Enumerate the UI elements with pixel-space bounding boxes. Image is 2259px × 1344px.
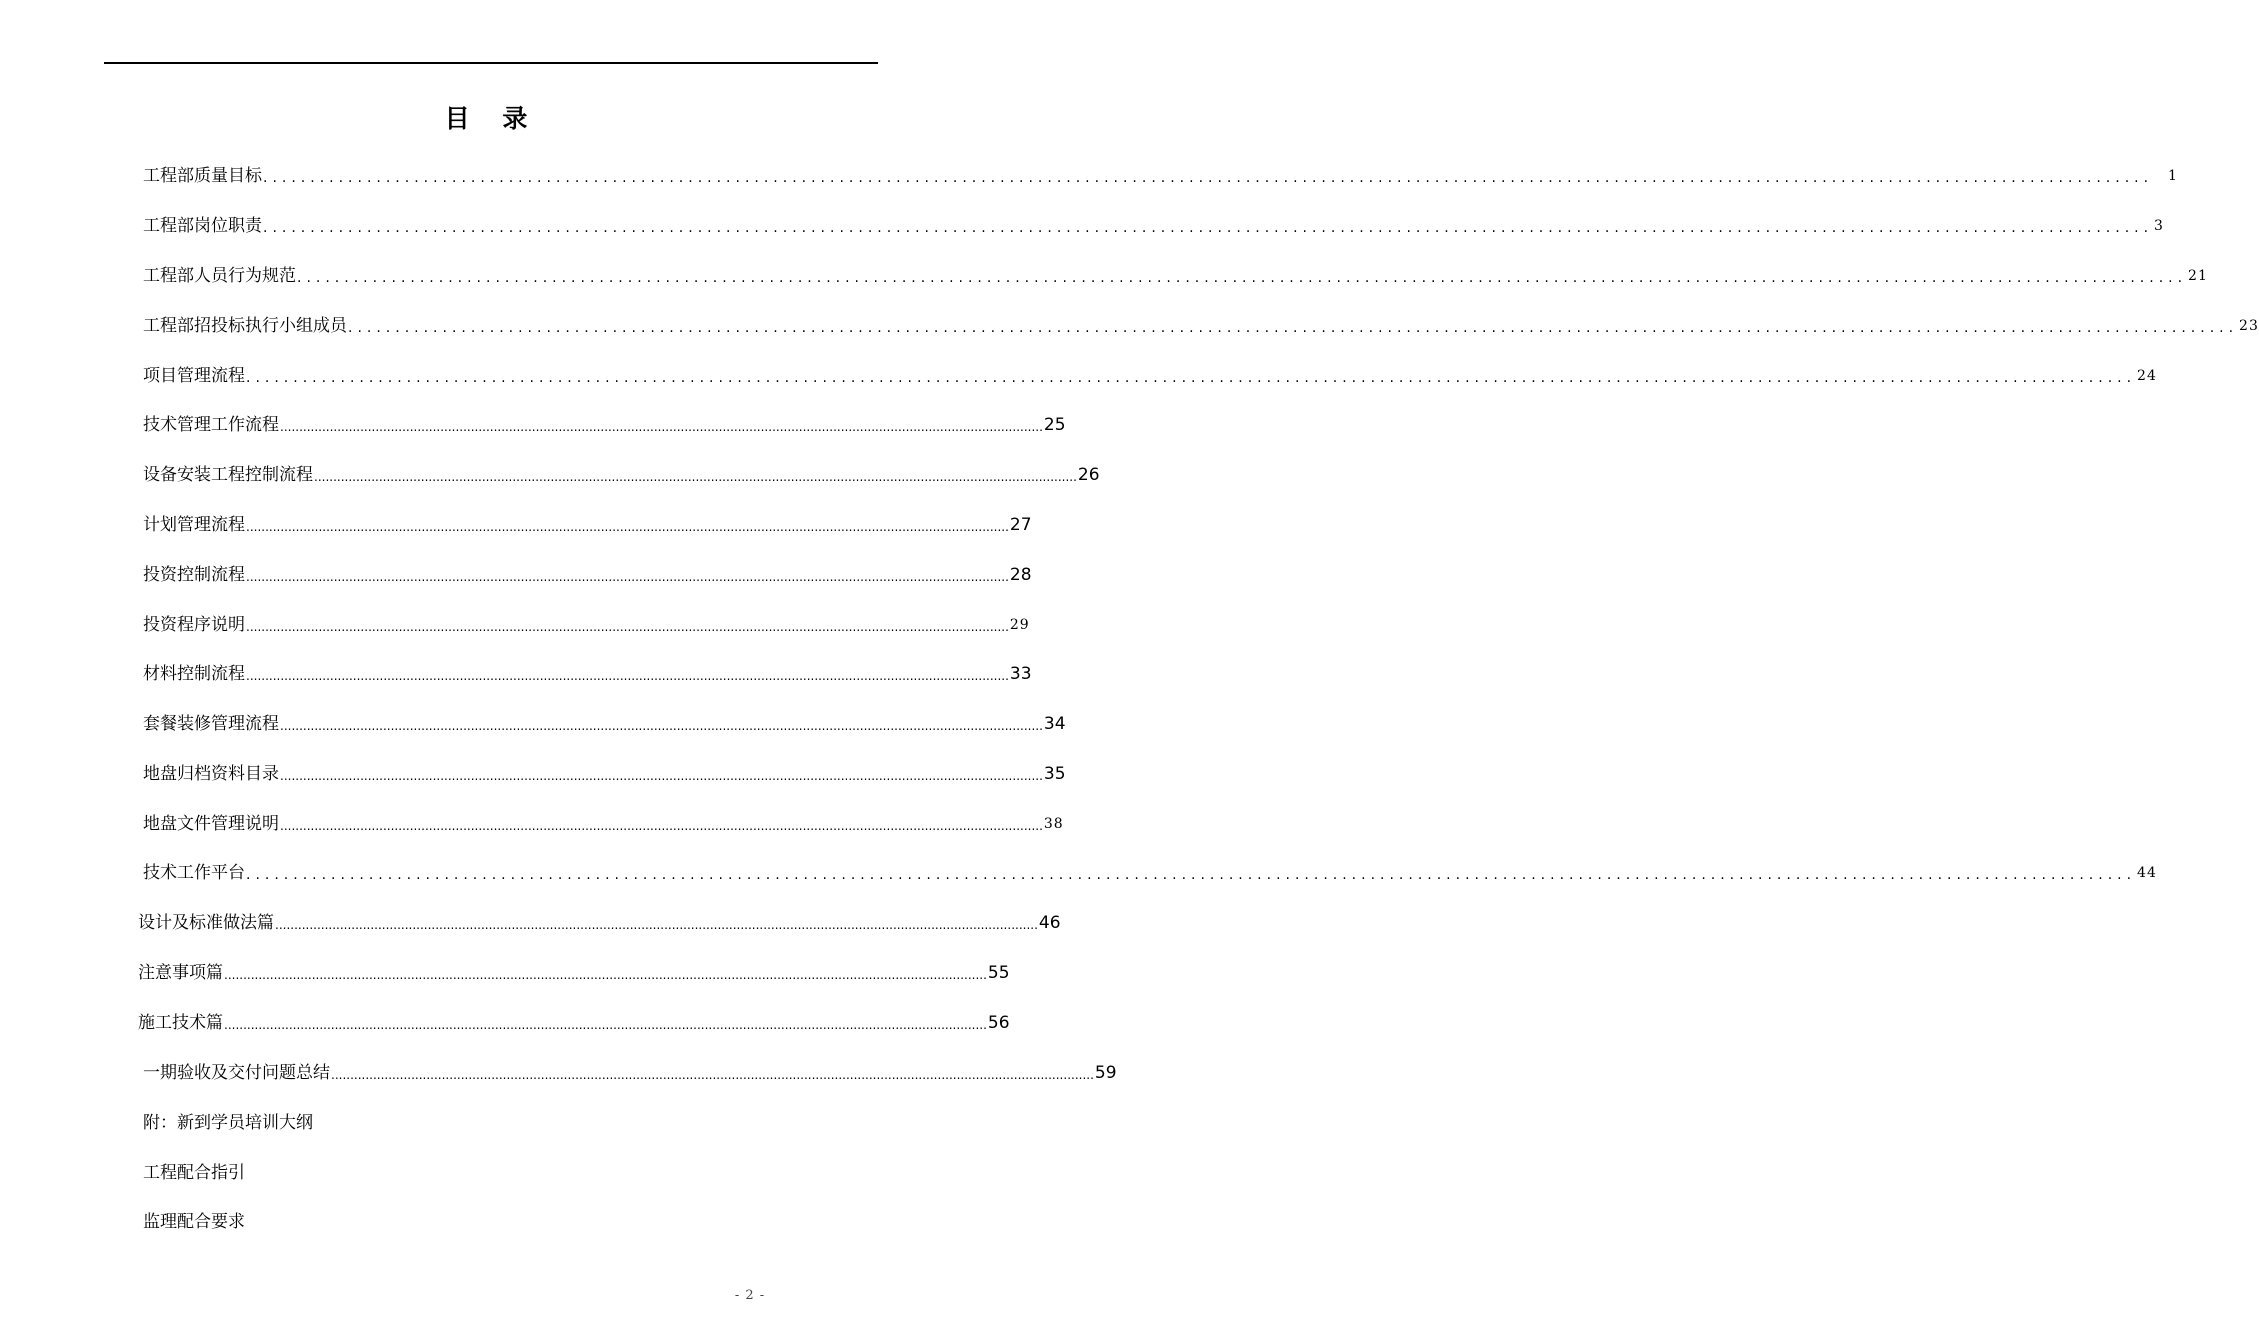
toc-entry-page: 38 bbox=[1043, 816, 1064, 832]
toc-entry[interactable] bbox=[143, 557, 1032, 587]
toc-entry-label: 注意事项篇 bbox=[138, 963, 223, 983]
toc-entry-label: 工程配合指引 bbox=[143, 1163, 245, 1183]
toc-entry[interactable] bbox=[143, 308, 2259, 338]
dot-leader: ........................................................................................................................................................................................................ bbox=[280, 420, 1043, 434]
dot-leader: ........................................................................................................................................................................................................ bbox=[246, 867, 2137, 883]
toc-title: 目 录 bbox=[444, 104, 540, 133]
toc-entry-label: 项目管理流程 bbox=[143, 366, 245, 386]
toc-entry-label: 投资程序说明 bbox=[143, 615, 245, 635]
toc-entry[interactable] bbox=[143, 706, 1066, 736]
toc-entry-page: 27 bbox=[1009, 515, 1032, 535]
toc-entry[interactable] bbox=[143, 457, 1100, 487]
toc-entry-label: 工程部质量目标 bbox=[143, 166, 262, 186]
toc-entry[interactable] bbox=[143, 258, 2208, 288]
toc-entry-label: 技术工作平台 bbox=[143, 863, 245, 883]
toc-entry[interactable] bbox=[138, 1005, 1010, 1035]
toc-entry-label: 设备安装工程控制流程 bbox=[143, 465, 313, 485]
dot-leader: ........................................................................................................................................................................................................ bbox=[280, 819, 1043, 833]
toc-entry-page: 24 bbox=[2137, 368, 2157, 384]
toc-entry-page: 26 bbox=[1077, 465, 1100, 485]
dot-leader: ........................................................................................................................................................................................................ bbox=[246, 520, 1009, 534]
toc-entry-page: 21 bbox=[2188, 268, 2208, 284]
toc-entry[interactable] bbox=[143, 208, 2164, 238]
toc-entry-label: 地盘归档资料目录 bbox=[143, 764, 279, 784]
toc-entry-page: 55 bbox=[987, 963, 1010, 983]
dot-leader: ........................................................................................................................................................................................................ bbox=[263, 220, 2154, 236]
toc-entry[interactable] bbox=[143, 806, 1064, 836]
toc-entry[interactable] bbox=[143, 656, 1032, 686]
dot-leader: ........................................................................................................................................................................................................ bbox=[246, 570, 1009, 584]
toc-entry-label: 投资控制流程 bbox=[143, 565, 245, 585]
toc-entry[interactable] bbox=[143, 507, 1032, 537]
toc-entry[interactable] bbox=[143, 607, 1030, 637]
toc-entry-label: 工程部招投标执行小组成员 bbox=[143, 316, 347, 336]
dot-leader: ........................................................................................................................................................................................................ bbox=[263, 170, 2154, 186]
toc-entry[interactable] bbox=[143, 1155, 245, 1185]
dot-leader: ........................................................................................................................................................................................................ bbox=[280, 719, 1043, 733]
toc-entry-page: 28 bbox=[1009, 565, 1032, 585]
toc-entry-page: 35 bbox=[1043, 764, 1066, 784]
toc-entry-label: 监理配合要求 bbox=[143, 1212, 245, 1232]
toc-entry[interactable] bbox=[143, 855, 2157, 885]
toc-entry[interactable] bbox=[143, 1105, 313, 1135]
page-number-footer: - 2 - bbox=[734, 1288, 766, 1303]
dot-leader: ........................................................................................................................................................................................................ bbox=[246, 370, 2137, 386]
toc-entry[interactable] bbox=[143, 1204, 245, 1234]
dot-leader: ........................................................................................................................................................................................................ bbox=[246, 620, 1009, 634]
toc-entry[interactable] bbox=[138, 955, 1010, 985]
toc-entry[interactable] bbox=[143, 407, 1066, 437]
toc-entry-label: 附：新到学员培训大纲 bbox=[143, 1113, 313, 1133]
dot-leader: ........................................................................................................................................................................................................ bbox=[297, 270, 2188, 286]
toc-entry-page: 44 bbox=[2137, 865, 2157, 881]
toc-entry[interactable] bbox=[143, 756, 1066, 786]
toc-entry[interactable] bbox=[138, 905, 1061, 935]
toc-entry-label: 材料控制流程 bbox=[143, 664, 245, 684]
toc-entry-page: 34 bbox=[1043, 714, 1066, 734]
toc-entry-page: 56 bbox=[987, 1013, 1010, 1033]
toc-entry-page: 29 bbox=[1009, 617, 1030, 633]
toc-entry-label: 工程部人员行为规范 bbox=[143, 266, 296, 286]
dot-leader: ........................................................................................................................................................................................................ bbox=[314, 470, 1077, 484]
toc-entry-page: 25 bbox=[1043, 415, 1066, 435]
toc-entry-label: 技术管理工作流程 bbox=[143, 415, 279, 435]
toc-entry-label: 一期验收及交付问题总结 bbox=[143, 1063, 330, 1083]
toc-entry[interactable] bbox=[143, 358, 2157, 388]
dot-leader: ........................................................................................................................................................................................................ bbox=[331, 1068, 1094, 1082]
toc-entry-label: 套餐装修管理流程 bbox=[143, 714, 279, 734]
dot-leader: ........................................................................................................................................................................................................ bbox=[280, 769, 1043, 783]
toc-entry-page: 59 bbox=[1094, 1063, 1117, 1083]
toc-entry-page: 1 bbox=[2168, 168, 2178, 184]
header-rule bbox=[104, 62, 878, 64]
toc-entry-page: 23 bbox=[2239, 318, 2259, 334]
toc-entry-label: 计划管理流程 bbox=[143, 515, 245, 535]
dot-leader: ........................................................................................................................................................................................................ bbox=[246, 669, 1009, 683]
dot-leader: ........................................................................................................................................................................................................ bbox=[224, 1018, 987, 1032]
toc-entry-label: 设计及标准做法篇 bbox=[138, 913, 274, 933]
toc-entry-page: 33 bbox=[1009, 664, 1032, 684]
toc-entry-page: 3 bbox=[2154, 218, 2164, 234]
toc-entry-label: 施工技术篇 bbox=[138, 1013, 223, 1033]
dot-leader: ........................................................................................................................................................................................................ bbox=[275, 918, 1038, 932]
dot-leader: ........................................................................................................................................................................................................ bbox=[348, 320, 2239, 336]
toc-entry-label: 工程部岗位职责 bbox=[143, 216, 262, 236]
toc-entry[interactable] bbox=[143, 158, 2178, 188]
toc-entry[interactable] bbox=[143, 1055, 1117, 1085]
dot-leader: ........................................................................................................................................................................................................ bbox=[224, 968, 987, 982]
toc-entry-label: 地盘文件管理说明 bbox=[143, 814, 279, 834]
toc-entry-page: 46 bbox=[1038, 913, 1061, 933]
